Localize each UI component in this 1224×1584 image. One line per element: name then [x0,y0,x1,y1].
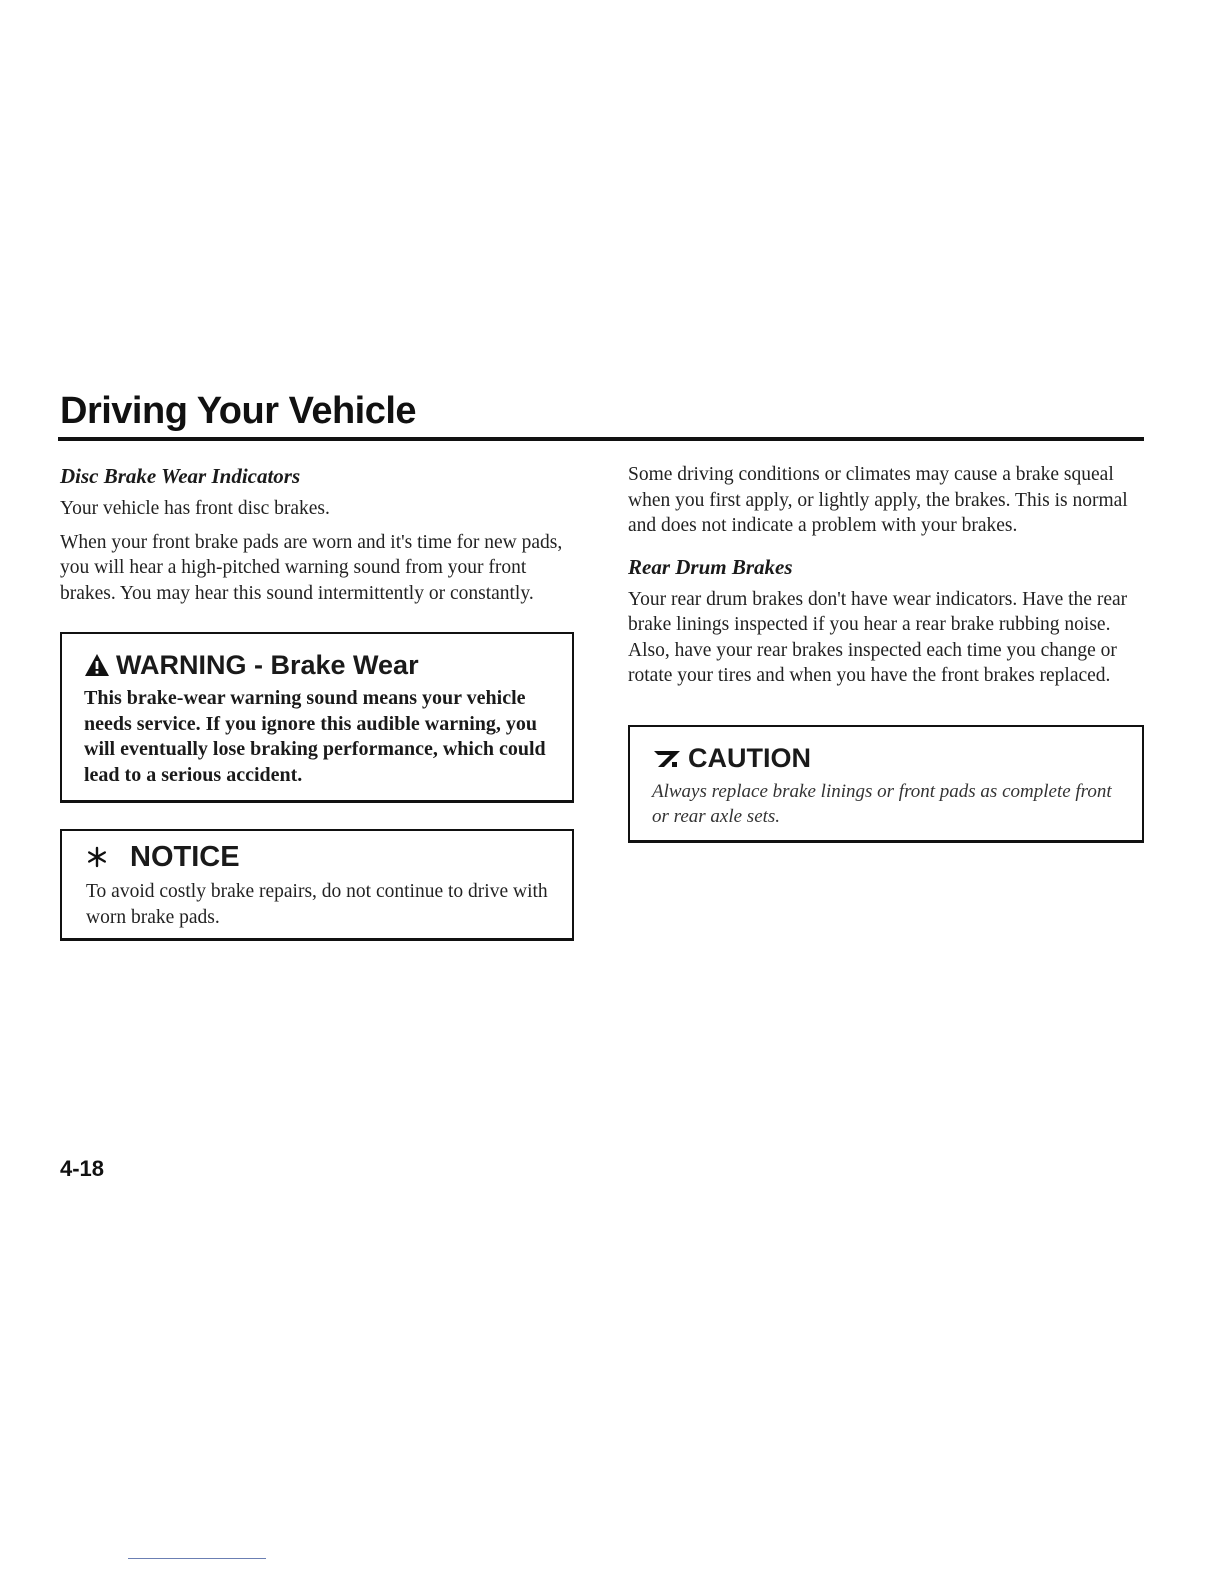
bottom-rule [128,1558,266,1559]
caution-text: Always replace brake linings or front pads as complete front or rear axle sets. [652,780,1112,827]
warning-title-row [84,648,552,682]
page-title: Driving Your Vehicle [60,390,417,432]
rear-drum-heading: Rear Drum Brakes [628,554,793,579]
header-rule [58,437,1144,441]
left-column [60,462,574,941]
asterisk-icon [86,846,108,868]
notice-box [60,829,574,941]
caution-title: CAUTION [688,742,811,773]
notice-text: To avoid costly brake repairs, do not continue to drive with worn brake pads. [86,881,548,928]
disc-brake-paragraph: Your vehicle has front disc brakes. [60,498,330,519]
warning-box [60,632,574,803]
warning-triangle-icon [84,653,110,677]
disc-brake-heading: Disc Brake Wear Indicators [60,464,301,488]
warning-text: This brake-wear warning sound means your vehicle needs service. If you ignore this audible warning, you will eventually lose braking performance, which could lead to a serious accident. [84,687,546,786]
caution-box [628,725,1144,843]
disc-brake-paragraph: When your front brake pads are worn and it's time for new pads, you will hear a high-pitched warning sound from your front brakes. You may hear this sound intermittently or constantly. [60,531,563,604]
rear-drum-paragraph: Your rear drum brakes don't have wear indicators. Have the rear brake linings inspected if you hear a rear brake rubbing noise. Also, have your rear brakes inspected each time you change or rotate your tires and when you have the front brakes replaced. [628,588,1128,686]
right-column [628,462,1144,843]
caution-title-row [652,741,1122,775]
brake-squeal-paragraph: Some driving conditions or climates may cause a brake squeal when you first apply, or lightly apply, the brakes. This is normal and does not indicate a problem with your brakes. [628,464,1128,536]
notice-title: NOTICE [130,841,240,873]
caution-slash-icon [652,747,682,769]
notice-title-row [86,839,552,875]
warning-title: WARNING - Brake Wear [116,650,419,680]
page-number: 4-18 [60,1156,105,1181]
